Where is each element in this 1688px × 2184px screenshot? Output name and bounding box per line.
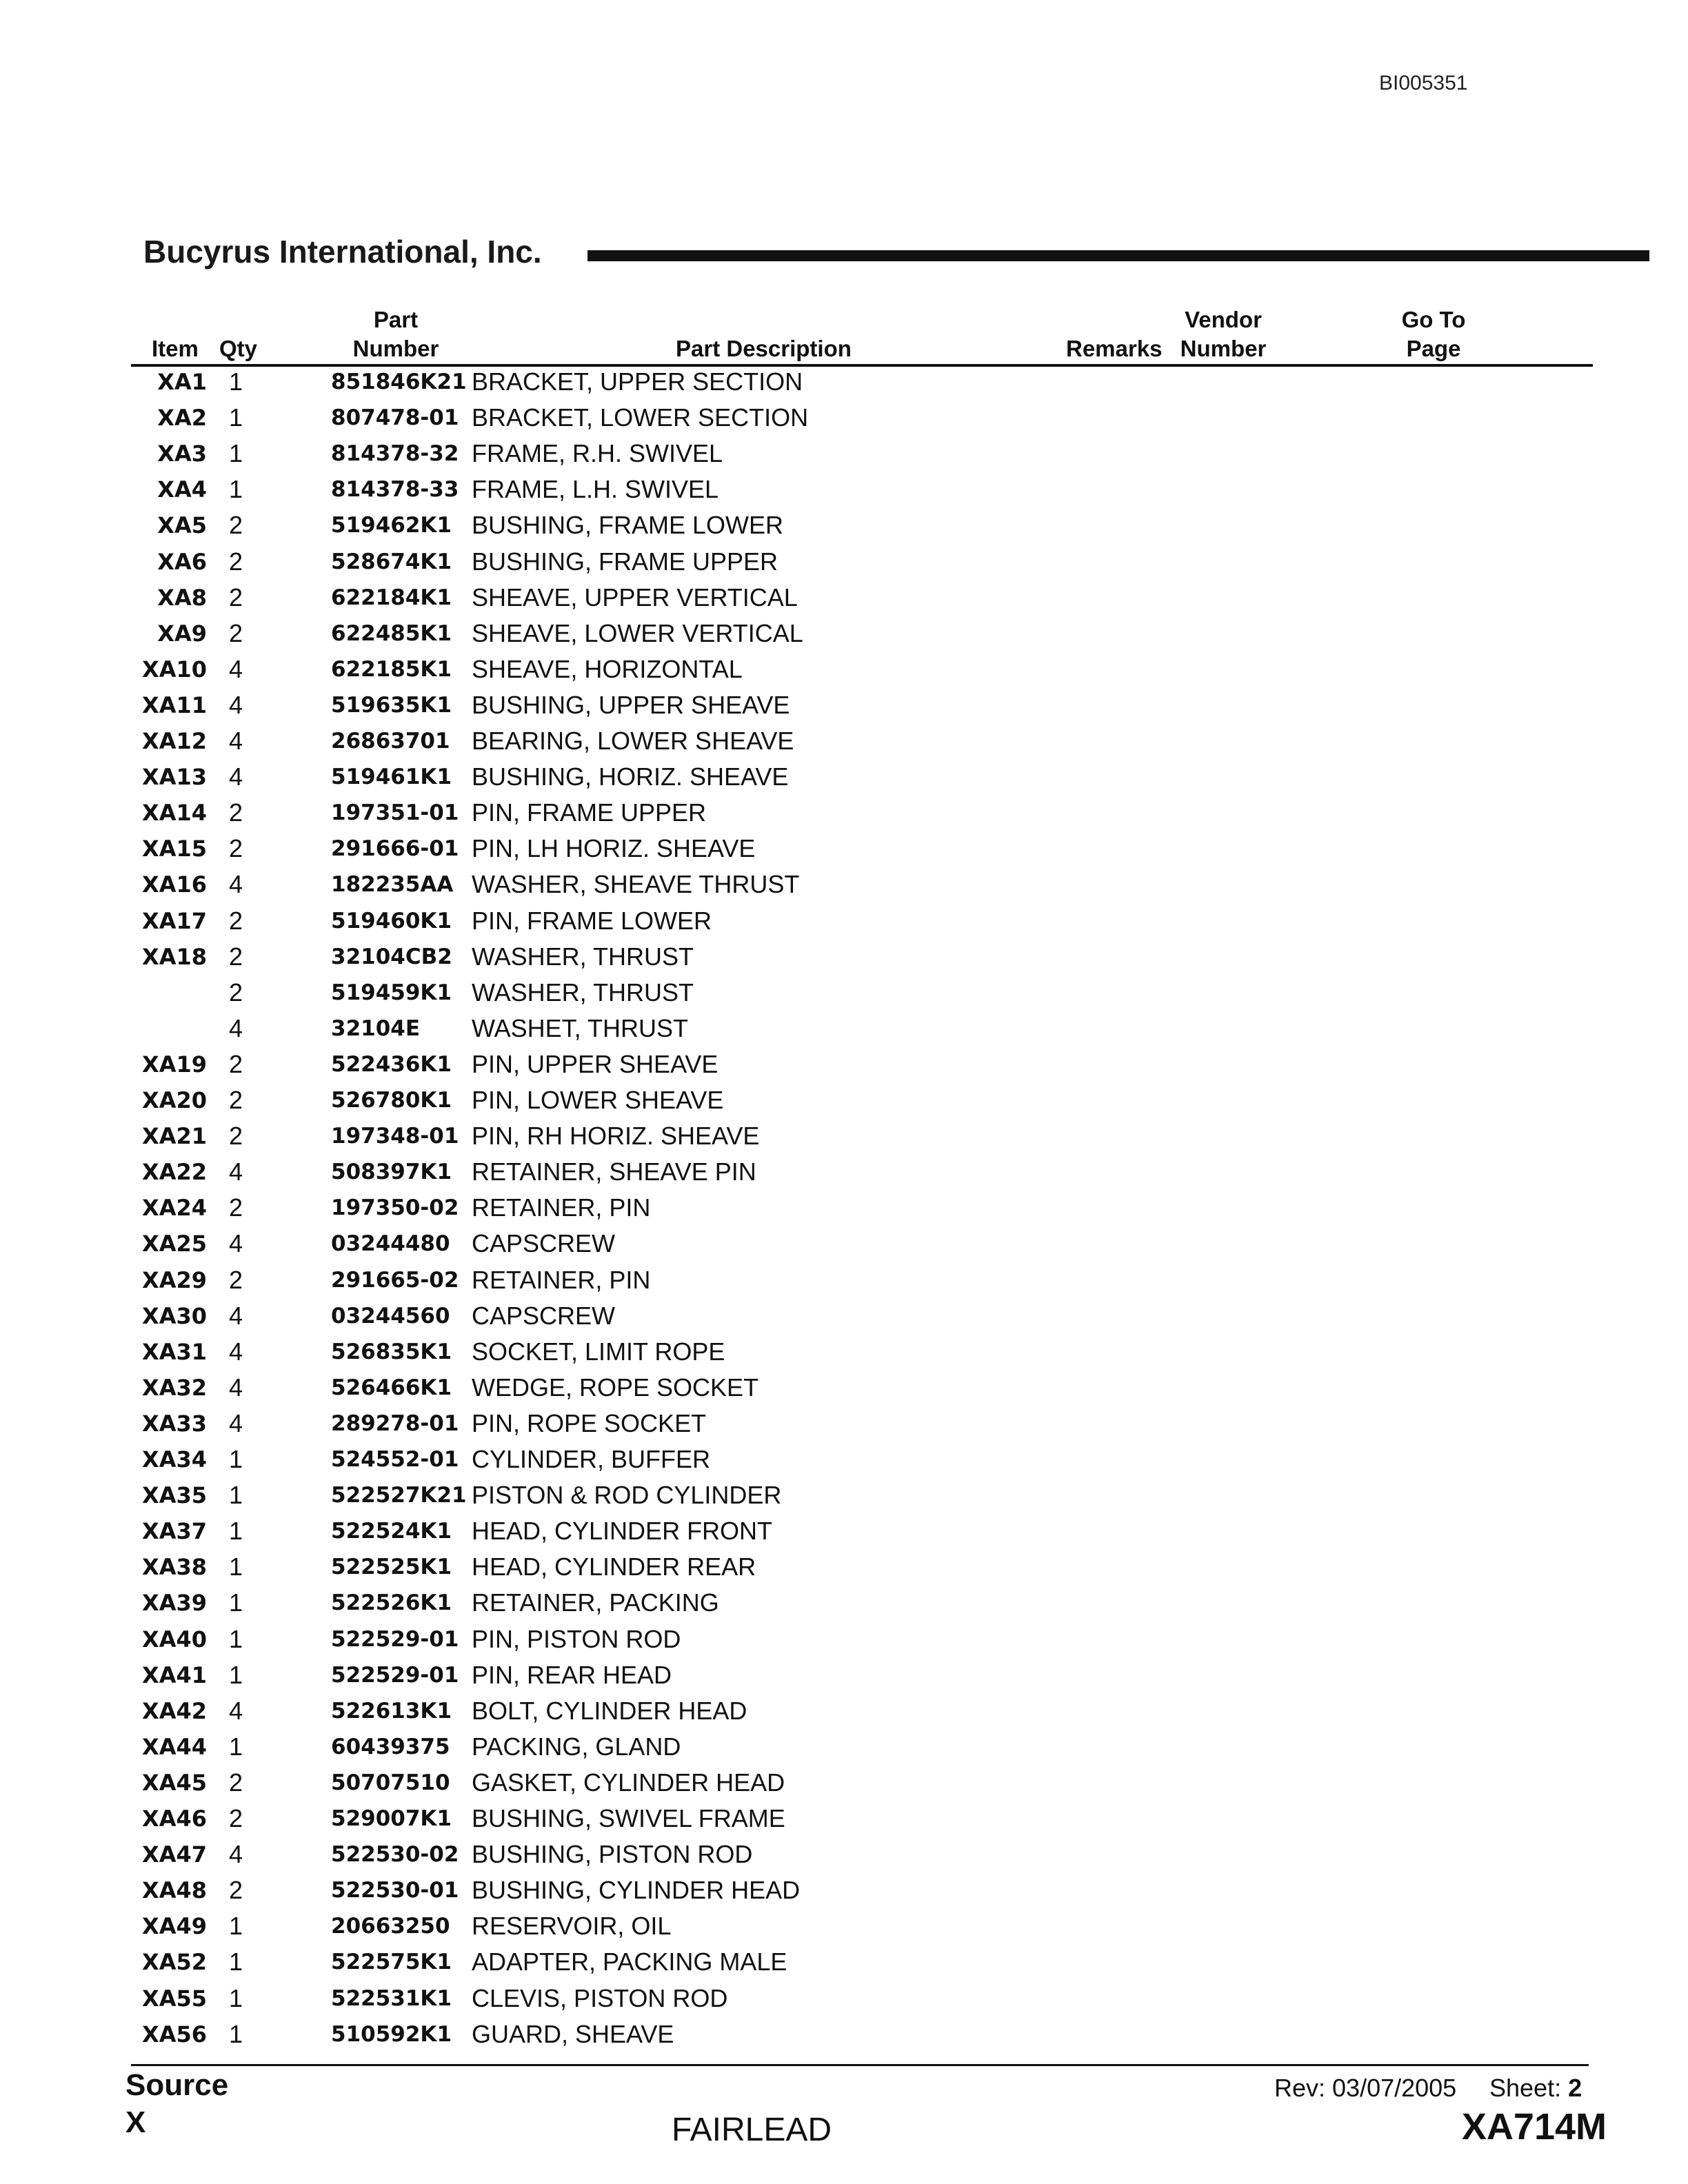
row-part-number: 03244480 <box>331 1231 450 1257</box>
row-part-number: 20663250 <box>331 1914 450 1939</box>
row-description: FRAME, R.H. SWIVEL <box>472 439 723 468</box>
table-row <box>0 1262 1688 1298</box>
col-header-item: Item <box>152 336 199 361</box>
row-part-number: 519462K1 <box>331 513 452 538</box>
col-header-vendor-line1: Vendor <box>1185 307 1262 332</box>
row-item: XA29 <box>142 1266 207 1293</box>
table-row <box>0 651 1688 687</box>
row-item: XA39 <box>142 1590 207 1617</box>
row-part-number: 522613K1 <box>331 1698 452 1723</box>
row-part-number: 622184K1 <box>331 585 452 610</box>
row-part-number: 197348-01 <box>331 1124 459 1149</box>
table-row <box>0 364 1688 400</box>
row-qty: 2 <box>228 1804 243 1832</box>
table-row <box>0 1082 1688 1118</box>
row-qty: 2 <box>228 798 243 827</box>
row-description: GUARD, SHEAVE <box>472 2019 674 2048</box>
row-description: BUSHING, CYLINDER HEAD <box>472 1876 801 1905</box>
table-row <box>0 939 1688 975</box>
row-item: XA35 <box>142 1482 207 1509</box>
sheet-number: 2 <box>1568 2074 1582 2102</box>
table-row <box>0 2016 1688 2052</box>
row-item: XA33 <box>142 1410 207 1437</box>
row-part-number: 519460K1 <box>331 908 452 933</box>
row-part-number: 522575K1 <box>331 1950 452 1975</box>
row-part-number: 522526K1 <box>331 1590 452 1616</box>
row-description: BUSHING, SWIVEL FRAME <box>472 1804 785 1832</box>
row-qty: 4 <box>228 1840 243 1869</box>
row-item: XA1 <box>157 369 207 395</box>
row-qty: 1 <box>228 403 243 432</box>
row-item: XA34 <box>142 1446 207 1473</box>
row-description: WASHER, THRUST <box>472 978 694 1007</box>
table-row <box>0 831 1688 867</box>
table-row <box>0 1621 1688 1657</box>
row-part-number: 522530-02 <box>331 1842 459 1868</box>
row-item: XA45 <box>142 1769 207 1796</box>
table-row <box>0 687 1688 723</box>
row-description: RETAINER, PACKING <box>472 1588 719 1617</box>
row-qty: 2 <box>228 583 243 611</box>
row-part-number: 807478-01 <box>331 405 459 431</box>
sheet-info <box>1489 2074 1582 2103</box>
row-description: BUSHING, FRAME UPPER <box>472 547 778 576</box>
row-item: XA25 <box>142 1231 207 1257</box>
row-description: PIN, LH HORIZ. SHEAVE <box>472 834 756 863</box>
row-qty: 4 <box>228 1373 243 1402</box>
row-part-number: 522436K1 <box>331 1051 452 1077</box>
row-qty: 4 <box>228 1337 243 1366</box>
row-description: HEAD, CYLINDER FRONT <box>472 1517 773 1546</box>
title-rule <box>587 250 1649 261</box>
table-row <box>0 1729 1688 1765</box>
row-description: RETAINER, PIN <box>472 1265 651 1294</box>
row-qty: 1 <box>228 1445 243 1473</box>
row-qty: 2 <box>228 1086 243 1114</box>
company-name: Bucyrus International, Inc. <box>143 234 542 270</box>
row-part-number: 32104CB2 <box>331 944 452 969</box>
table-row <box>0 1837 1688 1872</box>
row-item: XA12 <box>142 728 207 754</box>
row-item: XA4 <box>157 476 207 503</box>
row-item: XA32 <box>142 1374 207 1401</box>
row-item: XA55 <box>142 1985 207 2012</box>
row-description: SHEAVE, UPPER VERTICAL <box>472 583 798 611</box>
row-item: XA21 <box>142 1123 207 1150</box>
row-part-number: 524552-01 <box>331 1447 459 1472</box>
row-item: XA47 <box>142 1841 207 1868</box>
row-part-number: 526780K1 <box>331 1088 452 1113</box>
row-description: CAPSCREW <box>472 1301 616 1330</box>
row-qty: 2 <box>228 942 243 971</box>
drawing-number: XA714M <box>1461 2106 1607 2147</box>
table-row <box>0 436 1688 472</box>
row-item: XA8 <box>157 584 207 611</box>
row-description: FRAME, L.H. SWIVEL <box>472 475 719 504</box>
row-item: XA19 <box>142 1051 207 1078</box>
table-row <box>0 795 1688 831</box>
row-item: XA10 <box>142 656 207 682</box>
row-description: PACKING, GLAND <box>472 1732 681 1761</box>
row-description: RETAINER, PIN <box>472 1193 651 1222</box>
row-part-number: 814378-33 <box>331 477 459 503</box>
row-qty: 2 <box>228 834 243 863</box>
table-row <box>0 1190 1688 1226</box>
row-description: BRACKET, LOWER SECTION <box>472 403 809 432</box>
row-description: BUSHING, HORIZ. SHEAVE <box>472 762 789 791</box>
row-qty: 1 <box>228 1624 243 1653</box>
row-description: PIN, PISTON ROD <box>472 1624 681 1653</box>
col-header-part-line2: Number <box>352 336 439 361</box>
row-qty: 2 <box>228 511 243 540</box>
row-item: XA15 <box>142 836 207 862</box>
row-part-number: 50707510 <box>331 1770 450 1795</box>
row-qty: 1 <box>228 1912 243 1941</box>
source-value: X <box>125 2105 146 2139</box>
row-part-number: 529007K1 <box>331 1806 452 1831</box>
table-row <box>0 580 1688 616</box>
row-qty: 1 <box>228 475 243 504</box>
row-qty: 2 <box>228 978 243 1007</box>
row-part-number: 519635K1 <box>331 692 452 718</box>
row-qty: 1 <box>228 1481 243 1510</box>
row-qty: 2 <box>228 1768 243 1797</box>
row-description: BOLT, CYLINDER HEAD <box>472 1696 747 1725</box>
table-row <box>0 1693 1688 1729</box>
row-part-number: 526466K1 <box>331 1375 452 1400</box>
row-qty: 2 <box>228 1876 243 1905</box>
row-item: XA30 <box>142 1302 207 1329</box>
sheet-label: Sheet: <box>1489 2074 1562 2102</box>
table-row <box>0 975 1688 1011</box>
row-part-number: 291665-02 <box>331 1267 459 1293</box>
row-part-number: 528674K1 <box>331 549 452 574</box>
table-row <box>0 1154 1688 1190</box>
row-qty: 4 <box>228 1229 243 1258</box>
row-qty: 4 <box>228 870 243 899</box>
row-part-number: 291666-01 <box>331 836 459 862</box>
row-part-number: 622185K1 <box>331 656 452 682</box>
table-row <box>0 507 1688 543</box>
table-row <box>0 1981 1688 2016</box>
row-item: XA6 <box>157 548 207 575</box>
row-description: WASHER, THRUST <box>472 942 694 971</box>
row-part-number: 522529-01 <box>331 1662 459 1688</box>
row-description: PIN, FRAME UPPER <box>472 798 707 827</box>
row-item: XA44 <box>142 1733 207 1760</box>
row-qty: 2 <box>228 906 243 935</box>
row-qty: 1 <box>228 2019 243 2048</box>
col-header-qty: Qty <box>219 336 258 361</box>
row-item: XA9 <box>157 620 207 647</box>
row-qty: 1 <box>228 1948 243 1976</box>
row-part-number: 522524K1 <box>331 1519 452 1544</box>
row-description: SOCKET, LIMIT ROPE <box>472 1337 725 1366</box>
col-header-goto-line2: Page <box>1406 336 1461 361</box>
footer-rule <box>131 2064 1589 2066</box>
row-item: XA5 <box>157 512 207 539</box>
table-row <box>0 1585 1688 1621</box>
row-description: WEDGE, ROPE SOCKET <box>472 1373 759 1402</box>
row-item: XA52 <box>142 1949 207 1976</box>
col-header-goto-line1: Go To <box>1401 307 1466 332</box>
row-description: GASKET, CYLINDER HEAD <box>472 1768 785 1797</box>
row-description: WASHET, THRUST <box>472 1013 689 1042</box>
table-row <box>0 1118 1688 1154</box>
col-header-description: Part Description <box>676 336 852 361</box>
table-row <box>0 472 1688 507</box>
table-row <box>0 1908 1688 1944</box>
col-header-remarks: Remarks <box>1066 336 1163 361</box>
row-description: WASHER, SHEAVE THRUST <box>472 870 800 899</box>
row-part-number: 508397K1 <box>331 1160 452 1185</box>
row-item: XA22 <box>142 1159 207 1186</box>
row-part-number: 26863701 <box>331 729 450 754</box>
table-row <box>0 400 1688 436</box>
table-row <box>0 1801 1688 1837</box>
row-part-number: 522529-01 <box>331 1626 459 1652</box>
row-qty: 4 <box>228 1157 243 1186</box>
row-description: SHEAVE, LOWER VERTICAL <box>472 618 803 647</box>
row-qty: 2 <box>228 1193 243 1222</box>
col-header-vendor-line2: Number <box>1180 336 1267 361</box>
row-item: XA31 <box>142 1338 207 1365</box>
table-row <box>0 1046 1688 1082</box>
row-item: XA41 <box>142 1661 207 1688</box>
row-qty: 1 <box>228 1660 243 1689</box>
row-qty: 4 <box>228 690 243 719</box>
table-row <box>0 1872 1688 1908</box>
row-qty: 4 <box>228 654 243 683</box>
table-row <box>0 544 1688 580</box>
row-item: XA16 <box>142 871 207 898</box>
row-item: XA37 <box>142 1518 207 1545</box>
row-part-number: 510592K1 <box>331 2021 452 2047</box>
row-description: BEARING, LOWER SHEAVE <box>472 727 794 755</box>
row-description: PIN, RH HORIZ. SHEAVE <box>472 1122 760 1151</box>
row-part-number: 522530-01 <box>331 1878 459 1903</box>
row-qty: 4 <box>228 1301 243 1330</box>
row-description: HEAD, CYLINDER REAR <box>472 1553 756 1581</box>
row-item: XA13 <box>142 764 207 791</box>
row-item: XA48 <box>142 1877 207 1904</box>
row-item: XA42 <box>142 1697 207 1724</box>
document-id: BI005351 <box>1379 72 1468 94</box>
row-qty: 4 <box>228 727 243 755</box>
row-item: XA40 <box>142 1626 207 1652</box>
source-label: Source <box>125 2068 229 2102</box>
row-item: XA49 <box>142 1913 207 1940</box>
table-row <box>0 1370 1688 1406</box>
row-qty: 4 <box>228 1013 243 1042</box>
row-qty: 4 <box>228 762 243 791</box>
row-description: PIN, REAR HEAD <box>472 1660 672 1689</box>
row-part-number: 32104E <box>331 1015 421 1041</box>
row-qty: 1 <box>228 1517 243 1546</box>
row-item: XA24 <box>142 1195 207 1222</box>
revision-date: Rev: 03/07/2005 <box>1274 2074 1457 2102</box>
row-qty: 1 <box>228 1732 243 1761</box>
table-row <box>0 903 1688 939</box>
row-description: CAPSCREW <box>472 1229 616 1258</box>
row-description: RESERVOIR, OIL <box>472 1912 672 1941</box>
table-row <box>0 1298 1688 1334</box>
row-part-number: 519459K1 <box>331 980 452 1005</box>
row-qty: 1 <box>228 1588 243 1617</box>
row-item: XA20 <box>142 1087 207 1113</box>
row-description: SHEAVE, HORIZONTAL <box>472 654 743 683</box>
table-row <box>0 1549 1688 1585</box>
row-part-number: 522527K21 <box>331 1483 467 1508</box>
table-row <box>0 1334 1688 1370</box>
row-item: XA2 <box>157 405 207 432</box>
row-item: XA46 <box>142 1806 207 1832</box>
table-row <box>0 1657 1688 1693</box>
row-part-number: 522525K1 <box>331 1555 452 1580</box>
table-row <box>0 1944 1688 1980</box>
row-description: RETAINER, SHEAVE PIN <box>472 1157 756 1186</box>
row-qty: 1 <box>228 439 243 468</box>
row-qty: 1 <box>228 367 243 396</box>
row-qty: 4 <box>228 1408 243 1437</box>
row-description: PISTON & ROD CYLINDER <box>472 1481 782 1510</box>
row-part-number: 622485K1 <box>331 620 452 646</box>
table-row <box>0 1442 1688 1477</box>
row-qty: 1 <box>228 1983 243 2012</box>
table-row <box>0 759 1688 795</box>
row-description: CLEVIS, PISTON ROD <box>472 1983 728 2012</box>
row-description: BUSHING, FRAME LOWER <box>472 511 784 540</box>
row-part-number: 526835K1 <box>331 1339 452 1364</box>
row-qty: 1 <box>228 1553 243 1581</box>
row-description: CYLINDER, BUFFER <box>472 1445 711 1473</box>
row-item: XA17 <box>142 907 207 934</box>
table-row <box>0 616 1688 651</box>
row-qty: 4 <box>228 1696 243 1725</box>
row-description: PIN, UPPER SHEAVE <box>472 1049 719 1078</box>
row-part-number: 03244560 <box>331 1303 450 1328</box>
row-part-number: 519461K1 <box>331 765 452 790</box>
table-row <box>0 1406 1688 1442</box>
row-part-number: 197350-02 <box>331 1195 459 1221</box>
table-row <box>0 1765 1688 1801</box>
row-part-number: 182235AA <box>331 872 454 898</box>
col-header-part-line1: Part <box>373 307 419 332</box>
row-qty: 2 <box>228 1049 243 1078</box>
row-item: XA3 <box>157 441 207 467</box>
row-item: XA11 <box>142 691 207 718</box>
table-row <box>0 1513 1688 1549</box>
row-part-number: 814378-32 <box>331 441 459 467</box>
row-description: ADAPTER, PACKING MALE <box>472 1948 787 1976</box>
table-row <box>0 867 1688 902</box>
row-item: XA38 <box>142 1554 207 1581</box>
table-row <box>0 1011 1688 1046</box>
row-item: XA18 <box>142 943 207 970</box>
row-description: BUSHING, UPPER SHEAVE <box>472 690 790 719</box>
table-row <box>0 1226 1688 1262</box>
row-qty: 2 <box>228 547 243 576</box>
row-qty: 2 <box>228 1265 243 1294</box>
row-description: PIN, LOWER SHEAVE <box>472 1086 724 1114</box>
row-qty: 2 <box>228 618 243 647</box>
row-part-number: 197351-01 <box>331 800 459 826</box>
row-qty: 2 <box>228 1122 243 1151</box>
row-description: BUSHING, PISTON ROD <box>472 1840 753 1869</box>
row-description: PIN, ROPE SOCKET <box>472 1408 707 1437</box>
row-part-number: 60439375 <box>331 1734 450 1759</box>
assembly-name: FAIRLEAD <box>671 2112 832 2148</box>
row-item: XA56 <box>142 2021 207 2048</box>
row-part-number: 851846K21 <box>331 370 467 394</box>
table-row <box>0 723 1688 759</box>
table-row <box>0 1477 1688 1513</box>
row-part-number: 289278-01 <box>331 1410 459 1436</box>
row-part-number: 522531K1 <box>331 1985 452 2011</box>
row-description: BRACKET, UPPER SECTION <box>472 367 803 396</box>
row-description: PIN, FRAME LOWER <box>472 906 712 935</box>
row-item: XA14 <box>142 800 207 827</box>
